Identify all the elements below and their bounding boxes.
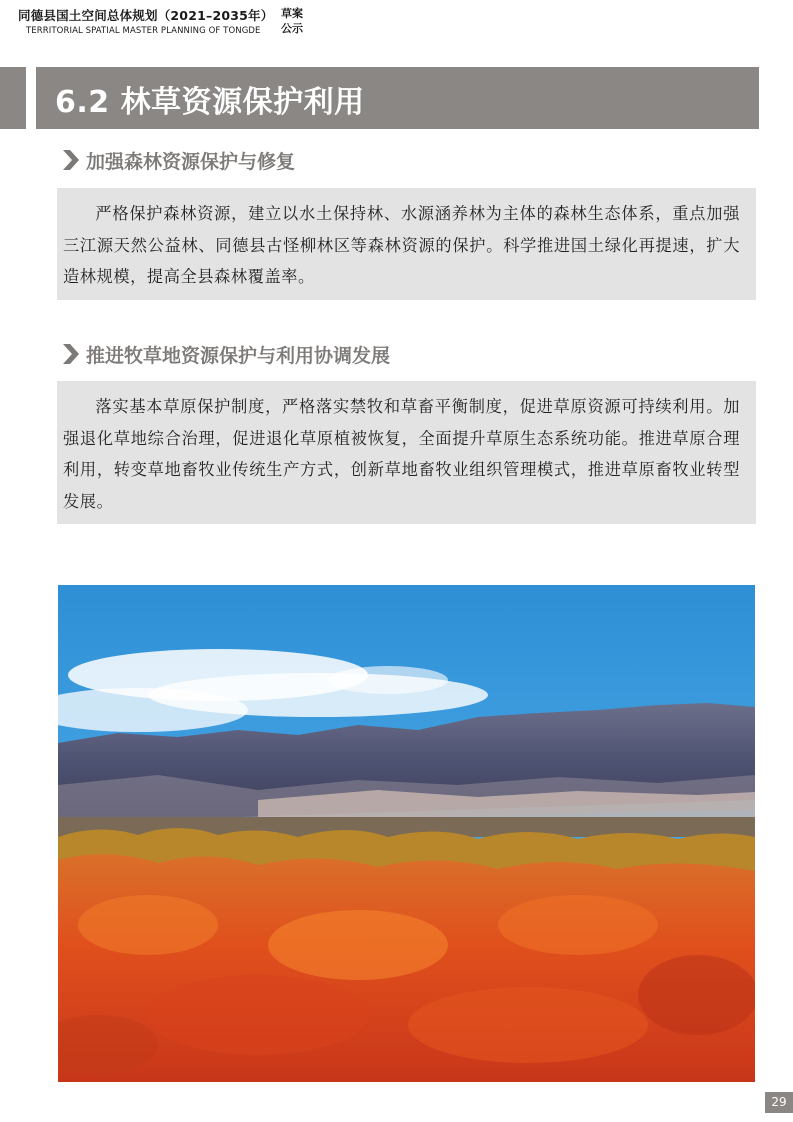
subheading-forest: [60, 146, 295, 174]
paragraph-text: 落实基本草原保护制度，严格落实禁牧和草畜平衡制度，促进草原资源可持续利用。加强退化草地综合治理，促进退化草原植被恢复，全面提升草原生态系统功能。推进草原合理利用，转变草地畜牧业传统生产方式，创新草地畜牧业组织管理模式，推进草原畜牧业转型发展。: [63, 397, 740, 511]
draft-stamp: [277, 6, 307, 36]
document-header: [18, 6, 318, 42]
draft-line-2: 公示: [281, 22, 303, 35]
paragraph-box-grassland: [57, 381, 756, 524]
landscape-photo: [58, 585, 755, 1082]
draft-line-1: 草案: [281, 7, 303, 20]
page-number: 29: [765, 1092, 793, 1113]
paragraph-box-forest: [57, 188, 756, 300]
subheading-text: 加强森林资源保护与修复: [86, 150, 296, 173]
subheading-text: 推进牧草地资源保护与利用协调发展: [86, 344, 391, 367]
chevron-right-icon: [60, 342, 82, 366]
paragraph-text: 严格保护森林资源，建立以水土保持林、水源涵养林为主体的森林生态体系，重点加强三江源天然公益林、同德县古怪柳林区等森林资源的保护。科学推进国土绿化再提速，扩大造林规模，提高全县森林覆盖率。: [63, 204, 740, 286]
side-accent-bar: [0, 67, 26, 129]
section-title: 6.2 林草资源保护利用: [55, 85, 365, 120]
chevron-right-icon: [60, 148, 82, 172]
subheading-grassland: [60, 340, 390, 368]
document-title: 同德县国土空间总体规划（2021–2035年）: [18, 8, 274, 23]
document-subtitle: TERRITORIAL SPATIAL MASTER PLANNING OF TONGDE: [26, 26, 261, 36]
section-banner: [36, 67, 759, 129]
